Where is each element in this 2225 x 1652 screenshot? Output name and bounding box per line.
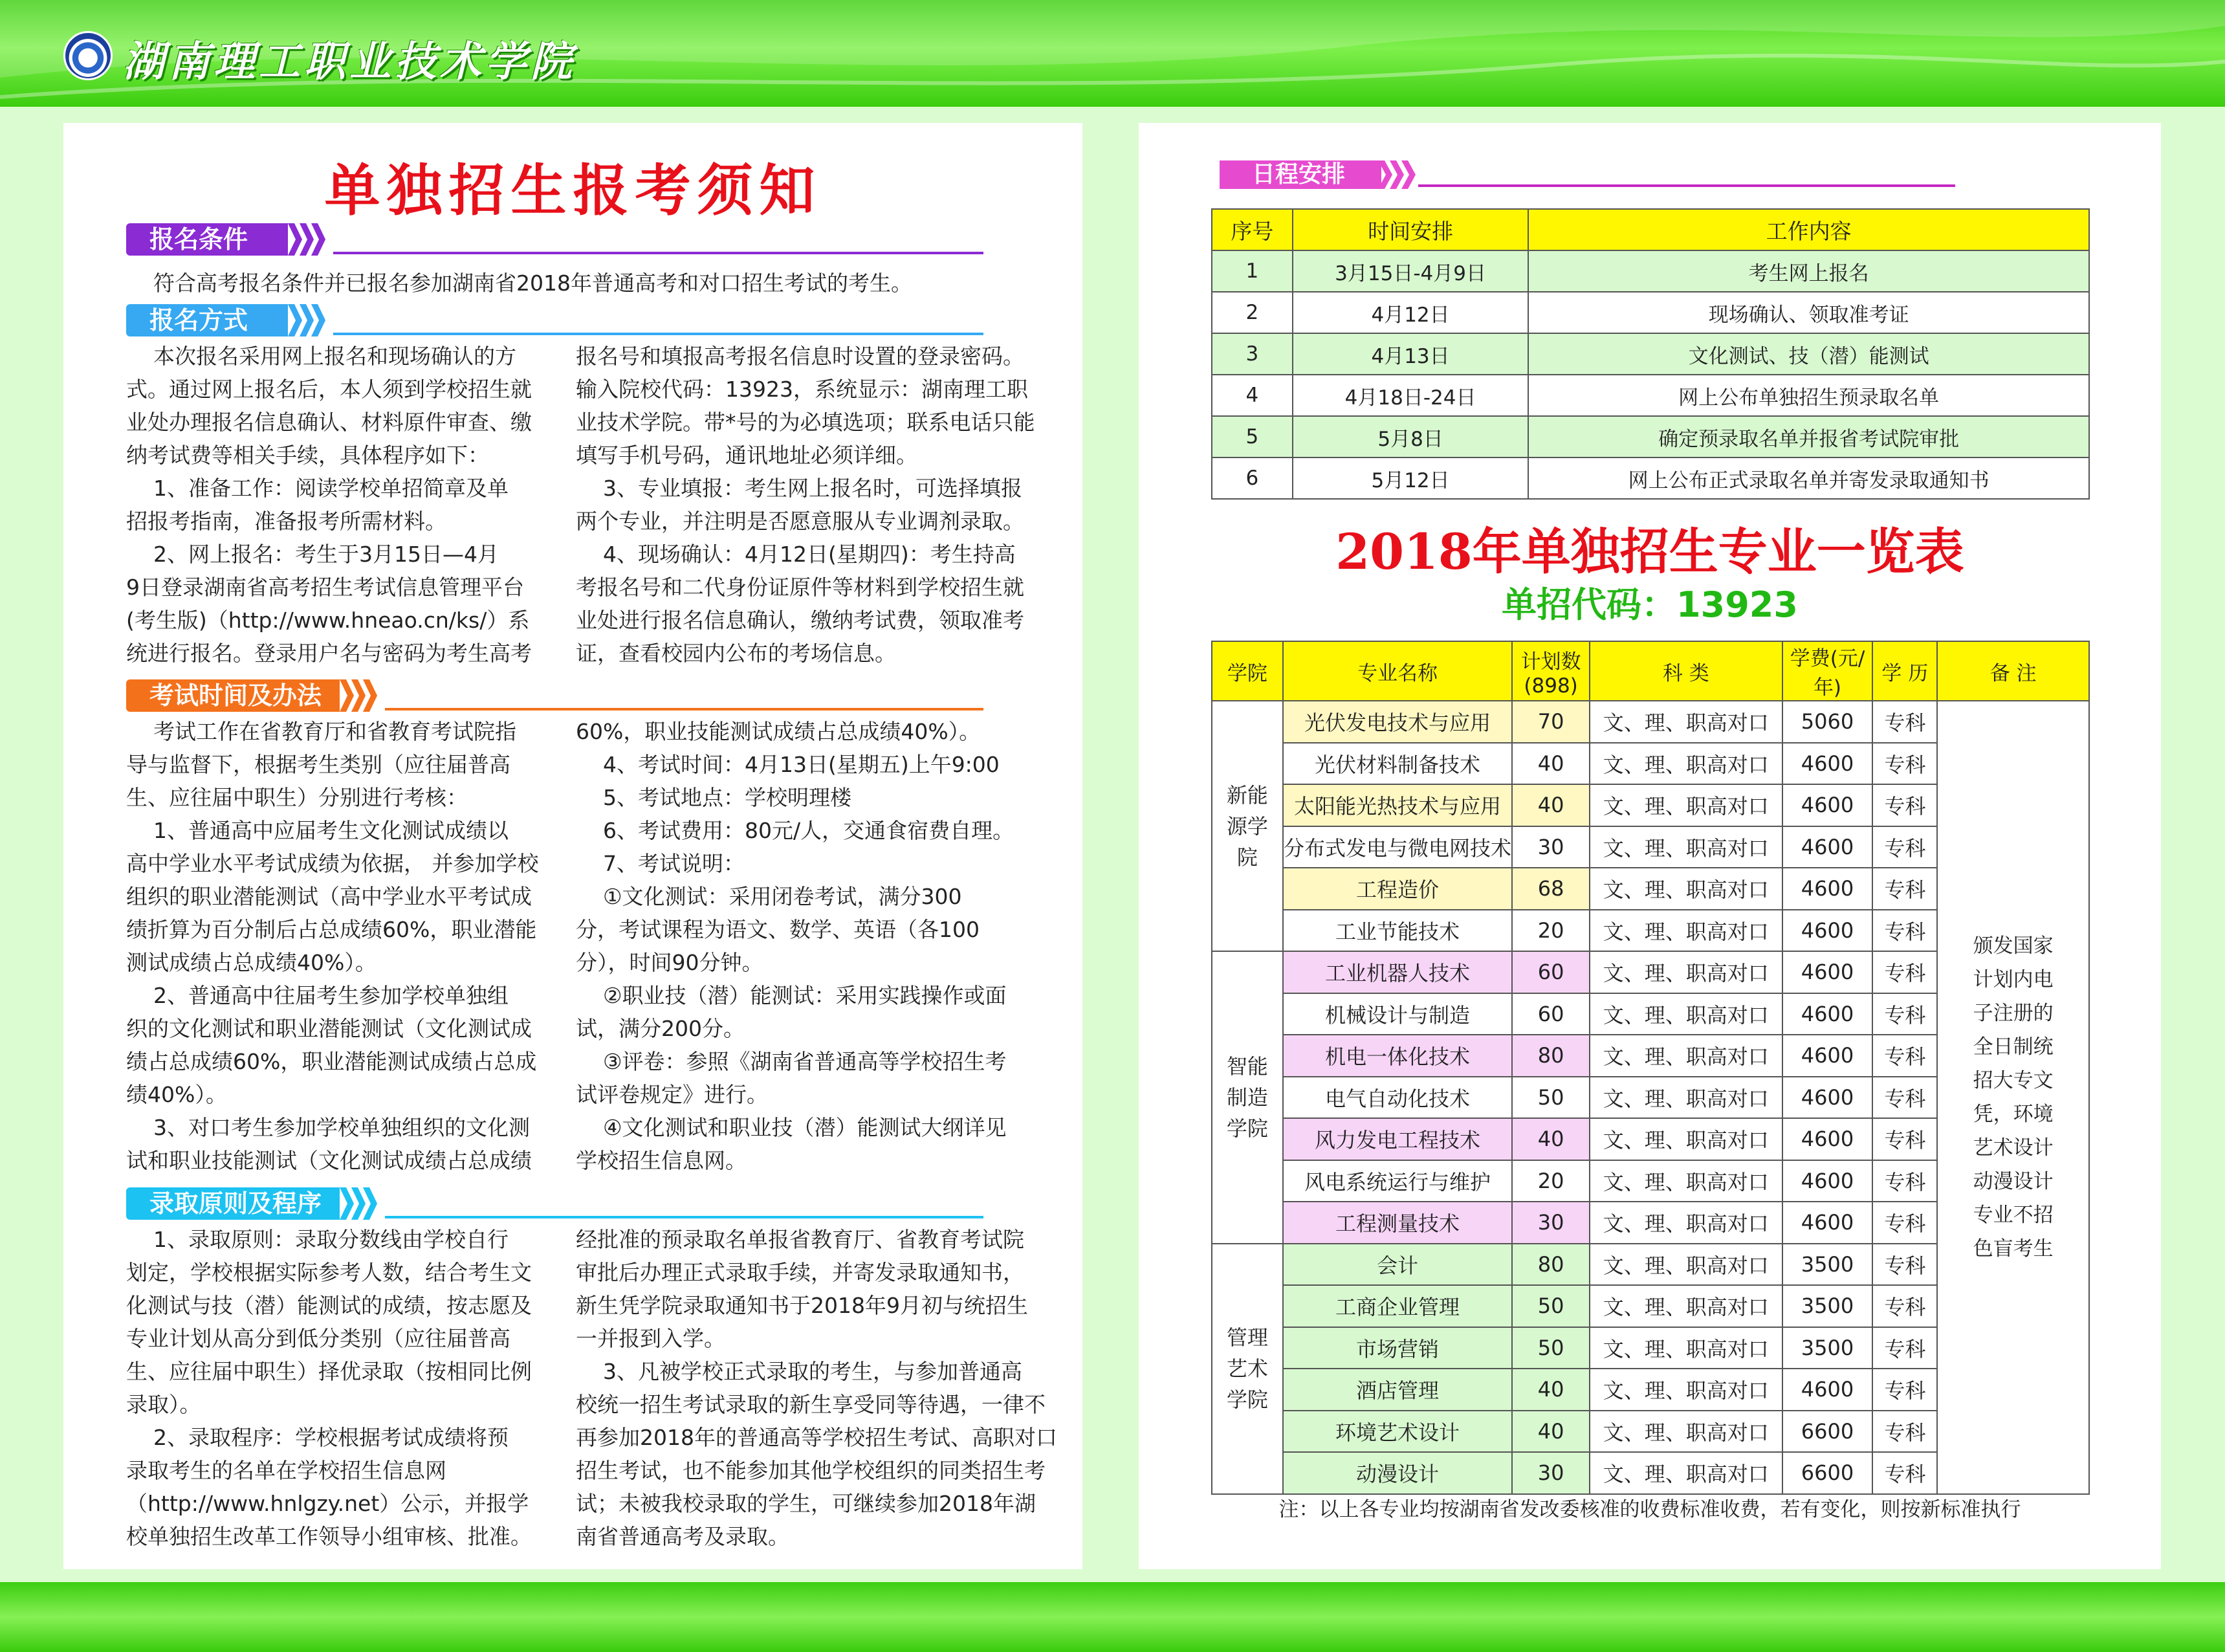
major-cell: 工程测量技术: [1283, 1202, 1512, 1244]
notice-text-line: 试评卷规定》进行。: [576, 1082, 768, 1107]
remark-line: 颁发国家: [1973, 934, 2054, 958]
schedule-cell: 6: [1212, 457, 1293, 499]
schedule-cell: 5月8日: [1293, 416, 1529, 457]
major-cell: 30: [1512, 1452, 1590, 1494]
major-cell: 光伏发电技术与应用: [1283, 701, 1512, 743]
notice-text-line: ③评卷：参照《湖南省普通高等学校招生考: [576, 1049, 1007, 1074]
remark-line: 子注册的: [1973, 1001, 2054, 1025]
schedule-tag: 日程安排: [1220, 160, 1381, 189]
notice-text-line: 符合高考报名条件并已报名参加湖南省2018年普通高考和对口招生考试的考生。: [126, 270, 912, 296]
notice-text-line: 两个专业，并注明是否愿意服从专业调剂录取。: [576, 509, 1024, 534]
notice-text-line: 纳考试费等相关手续，具体程序如下：: [126, 443, 489, 468]
notice-text-line: 经批准的预录取名单报省教育厅、省教育考试院: [576, 1227, 1024, 1252]
section-underline: [385, 1216, 983, 1218]
schedule-row: [1212, 292, 2089, 333]
page-title: 单独招生报考须知: [324, 158, 822, 223]
major-cell: 专科: [1872, 1452, 1937, 1494]
schedule-cell: 5月12日: [1293, 457, 1529, 499]
schedule-cell: 文化测试、技（潜）能测试: [1528, 333, 2089, 375]
schedule-table: [1211, 208, 2090, 500]
notice-text-line: 新生凭学院录取通知书于2018年9月初与统招生: [576, 1293, 1028, 1318]
major-cell: 文、理、职高对口: [1590, 826, 1782, 868]
enrollment-code: 单招代码：13923: [1502, 584, 1798, 625]
schedule-cell: 1: [1212, 250, 1293, 292]
notice-text-line: 业处办理报名信息确认、材料原件审查、缴: [126, 410, 532, 435]
major-cell: 酒店管理: [1283, 1369, 1512, 1411]
major-cell: 专科: [1872, 951, 1937, 993]
schedule-cell: 考生网上报名: [1528, 250, 2089, 292]
section-tag: 录取原则及程序: [126, 1187, 340, 1220]
major-cell: 专科: [1872, 868, 1937, 910]
major-cell: 市场营销: [1283, 1327, 1512, 1369]
section-stripes-icon: [288, 304, 327, 336]
notice-text-line: 5、考试地点：学校明理楼: [576, 785, 851, 810]
remark-line: 计划内电: [1973, 967, 2054, 991]
major-cell: 4600: [1782, 784, 1873, 826]
college-name-line: 源学: [1226, 813, 1268, 839]
notice-text-line: 校单独招生改革工作领导小组审核、批准。: [126, 1524, 532, 1549]
major-cell: 3500: [1782, 1285, 1873, 1327]
major-cell: 4600: [1782, 1118, 1873, 1160]
schedule-row: [1212, 333, 2089, 375]
notice-text-line: 绩40%）。: [126, 1082, 227, 1107]
major-cell: 20: [1512, 910, 1590, 952]
major-cell: 68: [1512, 868, 1590, 910]
major-cell: 30: [1512, 1202, 1590, 1244]
major-cell: 文、理、职高对口: [1590, 1452, 1782, 1494]
major-cell: 50: [1512, 1077, 1590, 1119]
major-row: [1212, 701, 2089, 743]
major-cell: 电气自动化技术: [1283, 1077, 1512, 1119]
notice-text-line: 1、普通高中应届考生文化测试成绩以: [126, 818, 509, 843]
major-cell: 文、理、职高对口: [1590, 1285, 1782, 1327]
majors-header-cell: 学 历: [1872, 641, 1937, 701]
schedule-cell: 2: [1212, 292, 1293, 333]
footer-band: [0, 1582, 2225, 1652]
major-cell: 动漫设计: [1283, 1452, 1512, 1494]
major-cell: 40: [1512, 743, 1590, 785]
notice-text-line: 1、准备工作：阅读学校单招简章及单: [126, 476, 509, 501]
major-cell: 3500: [1782, 1327, 1873, 1369]
major-cell: 70: [1512, 701, 1590, 743]
major-cell: 专科: [1872, 1327, 1937, 1369]
major-cell: 工程造价: [1283, 868, 1512, 910]
major-cell: 文、理、职高对口: [1590, 868, 1782, 910]
major-cell: 30: [1512, 826, 1590, 868]
major-cell: 分布式发电与微电网技术: [1283, 826, 1512, 868]
major-cell: 文、理、职高对口: [1590, 1160, 1782, 1202]
majors-header-cell: 学院: [1212, 641, 1283, 701]
notice-text-line: 织的文化测试和职业潜能测试（文化测试成: [126, 1016, 532, 1041]
schedule-tag-stripes-icon: [1378, 160, 1417, 189]
college-name-line: 制造: [1226, 1085, 1268, 1110]
majors-header-row: [1212, 641, 2089, 701]
schedule-cell: 网上公布正式录取名单并寄发录取通知书: [1528, 457, 2089, 499]
notice-text-line: 化测试与技（潜）能测试的成绩，按志愿及: [126, 1293, 532, 1318]
notice-text-line: ④文化测试和职业技（潜）能测试大纲详见: [576, 1115, 1007, 1140]
notice-text-line: 录取考生的名单在学校招生信息网: [126, 1458, 446, 1483]
notice-text-line: ①文化测试：采用闭卷考试，满分300: [576, 884, 962, 909]
major-cell: 6600: [1782, 1411, 1873, 1453]
majors-header-cell: 专业名称: [1283, 641, 1512, 701]
notice-text-line: 划定，学校根据实际参考人数，结合考生文: [126, 1260, 532, 1285]
major-cell: 4600: [1782, 993, 1873, 1035]
section-tag: 报名条件: [126, 223, 288, 256]
schedule-cell: 确定预录取名单并报省考试院审批: [1528, 416, 2089, 457]
notice-text-line: 统进行报名。登录用户名与密码为考生高考: [126, 641, 532, 666]
schedule-row: [1212, 457, 2089, 499]
major-cell: 文、理、职高对口: [1590, 1035, 1782, 1077]
notice-text-line: 考报名号和二代身份证原件等材料到学校招生就: [576, 575, 1024, 600]
notice-text-line: 6、考试费用：80元/人，交通食宿费自理。: [576, 818, 1014, 843]
notice-text-line: (考生版)（http://www.hneao.cn/ks/）系: [126, 608, 530, 633]
major-cell: 专科: [1872, 784, 1937, 826]
college-name: [1212, 1244, 1283, 1494]
notice-text-line: 报名号和填报高考报名信息时设置的登录密码。: [576, 344, 1024, 369]
notice-text-line: 生、应往届中职生）分别进行考核：: [126, 785, 468, 810]
schedule-cell: 4: [1212, 375, 1293, 416]
notice-text-line: 填写手机号码，通讯地址必须详细。: [576, 443, 917, 468]
major-cell: 太阳能光热技术与应用: [1283, 784, 1512, 826]
major-cell: 文、理、职高对口: [1590, 993, 1782, 1035]
college-name-line: 新能: [1226, 782, 1268, 808]
notice-text-line: 60%，职业技能测试成绩占总成绩40%）。: [576, 719, 981, 744]
major-cell: 4600: [1782, 1077, 1873, 1119]
notice-text-line: 分），时间90分钟。: [576, 950, 763, 975]
schedule-row: [1212, 416, 2089, 457]
notice-text-line: 7、考试说明：: [576, 851, 745, 876]
major-cell: 文、理、职高对口: [1590, 1244, 1782, 1286]
major-cell: 光伏材料制备技术: [1283, 743, 1512, 785]
notice-text-line: 业技术学院。带*号的为必填选项；联系电话只能: [576, 410, 1035, 435]
notice-text-line: 录取）。: [126, 1392, 201, 1417]
notice-text-line: 审批后办理正式录取手续，并寄发录取通知书，: [576, 1260, 1024, 1285]
notice-text-line: 试，满分200分。: [576, 1016, 745, 1041]
notice-text-line: 绩折算为百分制后占总成绩60%，职业潜能: [126, 917, 537, 942]
notice-text-line: （http://www.hnlgzy.net）公示，并报学: [126, 1491, 529, 1516]
section-stripes-icon: [340, 679, 378, 712]
section-tag: 考试时间及办法: [126, 679, 340, 712]
schedule-cell: 4月13日: [1293, 333, 1529, 375]
notice-text-line: 招生考试，也不能参加其他学校组织的同类招生考: [576, 1458, 1046, 1483]
notice-text-line: 业处进行报名信息确认，缴纳考试费，领取准考: [576, 608, 1024, 633]
notice-text-line: 1、录取原则：录取分数线由学校自行: [126, 1227, 509, 1252]
remark-line: 凭，环境: [1973, 1102, 2054, 1126]
major-cell: 风电系统运行与维护: [1283, 1160, 1512, 1202]
notice-text-line: 招报考指南，准备报考所需材料。: [126, 509, 446, 534]
notice-text-line: 学校招生信息网。: [576, 1148, 747, 1173]
major-cell: 50: [1512, 1327, 1590, 1369]
notice-text-line: 南省普通高考及录取。: [576, 1524, 789, 1549]
major-cell: 专科: [1872, 1077, 1937, 1119]
notice-text-line: 证，查看校园内公布的考场信息。: [576, 641, 896, 666]
schedule-cell: 4月18日-24日: [1293, 375, 1529, 416]
major-cell: 专科: [1872, 910, 1937, 952]
notice-text-line: 式。通过网上报名后，本人须到学校招生就: [126, 377, 532, 402]
major-cell: 5060: [1782, 701, 1873, 743]
schedule-header-cell: 时间安排: [1293, 209, 1529, 250]
major-cell: 40: [1512, 1411, 1590, 1453]
section-underline: [333, 252, 983, 254]
notice-text-line: 组织的职业潜能测试（高中学业水平考试成: [126, 884, 532, 909]
notice-text-line: 生、应往届中职生）择优录取（按相同比例: [126, 1359, 532, 1384]
remark-line: 招大专文: [1973, 1068, 2054, 1092]
remark-line: 艺术设计: [1973, 1136, 2054, 1160]
major-cell: 4600: [1782, 1035, 1873, 1077]
remark-cell: [1937, 701, 2089, 1494]
majors-header-cell: 学费(元/年): [1782, 641, 1873, 701]
major-cell: 专科: [1872, 1118, 1937, 1160]
schedule-cell: 5: [1212, 416, 1293, 457]
remark-line: 全日制统: [1973, 1035, 2054, 1059]
major-cell: 专科: [1872, 826, 1937, 868]
section-tag: 报名方式: [126, 304, 288, 336]
major-cell: 3500: [1782, 1244, 1873, 1286]
notice-text-line: 分，考试课程为语文、数学、英语（各100: [576, 917, 980, 942]
schedule-row: [1212, 250, 2089, 292]
schedule-cell: 现场确认、领取准考证: [1528, 292, 2089, 333]
school-logo-icon: [63, 31, 113, 80]
major-cell: 4600: [1782, 868, 1873, 910]
major-cell: 20: [1512, 1160, 1590, 1202]
major-cell: 文、理、职高对口: [1590, 1077, 1782, 1119]
notice-text-line: 4、现场确认：4月12日(星期四)：考生持高: [576, 542, 1016, 567]
major-cell: 40: [1512, 784, 1590, 826]
major-cell: 风力发电工程技术: [1283, 1118, 1512, 1160]
college-name: [1212, 701, 1283, 951]
notice-text-line: 3、对口考生参加学校单独组织的文化测: [126, 1115, 530, 1140]
majors-header-cell: 计划数(898): [1512, 641, 1590, 701]
major-cell: 40: [1512, 1118, 1590, 1160]
major-cell: 文、理、职高对口: [1590, 784, 1782, 826]
schedule-header-row: [1212, 209, 2089, 250]
schedule-header-cell: 工作内容: [1528, 209, 2089, 250]
major-cell: 工业节能技术: [1283, 910, 1512, 952]
major-cell: 工商企业管理: [1283, 1285, 1512, 1327]
major-cell: 专科: [1872, 1160, 1937, 1202]
major-cell: 专科: [1872, 1244, 1937, 1286]
notice-text-line: 再参加2018年的普通高等学校招生考试、高职对口: [576, 1425, 1057, 1450]
schedule-cell: 3: [1212, 333, 1293, 375]
major-cell: 4600: [1782, 951, 1873, 993]
notice-text-line: 3、专业填报：考生网上报名时，可选择填报: [576, 476, 1022, 501]
college-name: [1212, 951, 1283, 1244]
major-cell: 专科: [1872, 1369, 1937, 1411]
major-cell: 文、理、职高对口: [1590, 701, 1782, 743]
major-cell: 文、理、职高对口: [1590, 910, 1782, 952]
schedule-cell: 网上公布单独招生预录取名单: [1528, 375, 2089, 416]
major-cell: 60: [1512, 993, 1590, 1035]
college-name-line: 艺术: [1226, 1356, 1268, 1381]
major-cell: 4600: [1782, 1369, 1873, 1411]
major-cell: 文、理、职高对口: [1590, 1369, 1782, 1411]
college-name-line: 院: [1236, 844, 1258, 870]
college-name-line: 学院: [1226, 1387, 1268, 1412]
major-cell: 60: [1512, 951, 1590, 993]
notice-text-line: 校统一招生考试录取的新生享受同等待遇，一律不: [576, 1392, 1046, 1417]
major-cell: 文、理、职高对口: [1590, 1411, 1782, 1453]
major-cell: 4600: [1782, 1202, 1873, 1244]
notice-text-line: 2、录取程序：学校根据考试成绩将预: [126, 1425, 509, 1450]
major-cell: 6600: [1782, 1452, 1873, 1494]
major-cell: 文、理、职高对口: [1590, 1118, 1782, 1160]
notice-text-line: 专业计划从高分到低分类别（应往届普高: [126, 1326, 510, 1351]
major-cell: 4600: [1782, 1160, 1873, 1202]
major-cell: 文、理、职高对口: [1590, 951, 1782, 993]
major-cell: 文、理、职高对口: [1590, 743, 1782, 785]
college-name-line: 管理: [1226, 1325, 1268, 1350]
major-cell: 专科: [1872, 1202, 1937, 1244]
major-cell: 会计: [1283, 1244, 1512, 1286]
section-underline: [333, 333, 983, 335]
notice-text-line: 考试工作在省教育厅和省教育考试院指: [126, 719, 516, 744]
notice-text-line: 本次报名采用网上报名和现场确认的方: [126, 344, 516, 369]
major-cell: 专科: [1872, 743, 1937, 785]
major-cell: 4600: [1782, 826, 1873, 868]
major-cell: 专科: [1872, 1411, 1937, 1453]
remark-line: 色盲考生: [1973, 1237, 2054, 1261]
section-stripes-icon: [340, 1187, 378, 1220]
fee-footnote: 注：以上各专业均按湖南省发改委核准的收费标准收费，若有变化，则按新标准执行: [1278, 1498, 2021, 1521]
schedule-cell: 3月15日-4月9日: [1293, 250, 1529, 292]
major-cell: 专科: [1872, 1035, 1937, 1077]
major-cell: 50: [1512, 1285, 1590, 1327]
notice-text-line: 9日登录湖南省高考招生考试信息管理平台: [126, 575, 524, 600]
schedule-tag-line: [1418, 184, 1955, 187]
college-name-line: 学院: [1226, 1116, 1268, 1141]
notice-text-line: 3、凡被学校正式录取的考生，与参加普通高: [576, 1359, 1022, 1384]
major-cell: 40: [1512, 1369, 1590, 1411]
major-cell: 文、理、职高对口: [1590, 1327, 1782, 1369]
notice-text-line: 绩占总成绩60%，职业潜能测试成绩占总成: [126, 1049, 537, 1074]
notice-text-line: 2、网上报名：考生于3月15日—4月: [126, 542, 499, 567]
major-cell: 工业机器人技术: [1283, 951, 1512, 993]
notice-text-line: 一并报到入学。: [576, 1326, 725, 1351]
notice-text-line: ②职业技（潜）能测试：采用实践操作或面: [576, 983, 1007, 1008]
notice-text-line: 导与监督下，根据考生类别（应往届普高: [126, 752, 510, 777]
schedule-cell: 4月12日: [1293, 292, 1529, 333]
notice-text-line: 试；未被我校录取的学生，可继续参加2018年湖: [576, 1491, 1036, 1516]
major-cell: 80: [1512, 1244, 1590, 1286]
major-cell: 文、理、职高对口: [1590, 1202, 1782, 1244]
remark-line: 动漫设计: [1973, 1169, 2054, 1193]
major-cell: 4600: [1782, 910, 1873, 952]
major-cell: 4600: [1782, 743, 1873, 785]
section-stripes-icon: [288, 223, 327, 256]
majors-table: [1211, 641, 2090, 1495]
major-cell: 机械设计与制造: [1283, 993, 1512, 1035]
notice-text-line: 高中学业水平考试成绩为依据， 并参加学校: [126, 851, 539, 876]
schedule-row: [1212, 375, 2089, 416]
notice-text-line: 输入院校代码：13923，系统显示：湖南理工职: [576, 377, 1028, 402]
college-name-line: 智能: [1226, 1053, 1268, 1079]
major-cell: 环境艺术设计: [1283, 1411, 1512, 1453]
major-cell: 专科: [1872, 1285, 1937, 1327]
school-name: 湖南理工职业技术学院: [123, 38, 576, 86]
notice-text-line: 4、考试时间：4月13日(星期五)上午9:00: [576, 752, 1000, 777]
major-cell: 80: [1512, 1035, 1590, 1077]
majors-title: 2018年单独招生专业一览表: [1335, 523, 1964, 580]
schedule-header-cell: 序号: [1212, 209, 1293, 250]
major-cell: 专科: [1872, 701, 1937, 743]
major-cell: 机电一体化技术: [1283, 1035, 1512, 1077]
majors-header-cell: 科 类: [1590, 641, 1782, 701]
majors-header-cell: 备 注: [1937, 641, 2089, 701]
major-cell: 专科: [1872, 993, 1937, 1035]
remark-line: 专业不招: [1973, 1203, 2054, 1227]
notice-text-line: 2、普通高中往届考生参加学校单独组: [126, 983, 509, 1008]
section-underline: [385, 708, 983, 710]
notice-text-line: 试和职业技能测试（文化测试成绩占总成绩: [126, 1148, 532, 1173]
notice-text-line: 测试成绩占总成绩40%）。: [126, 950, 377, 975]
